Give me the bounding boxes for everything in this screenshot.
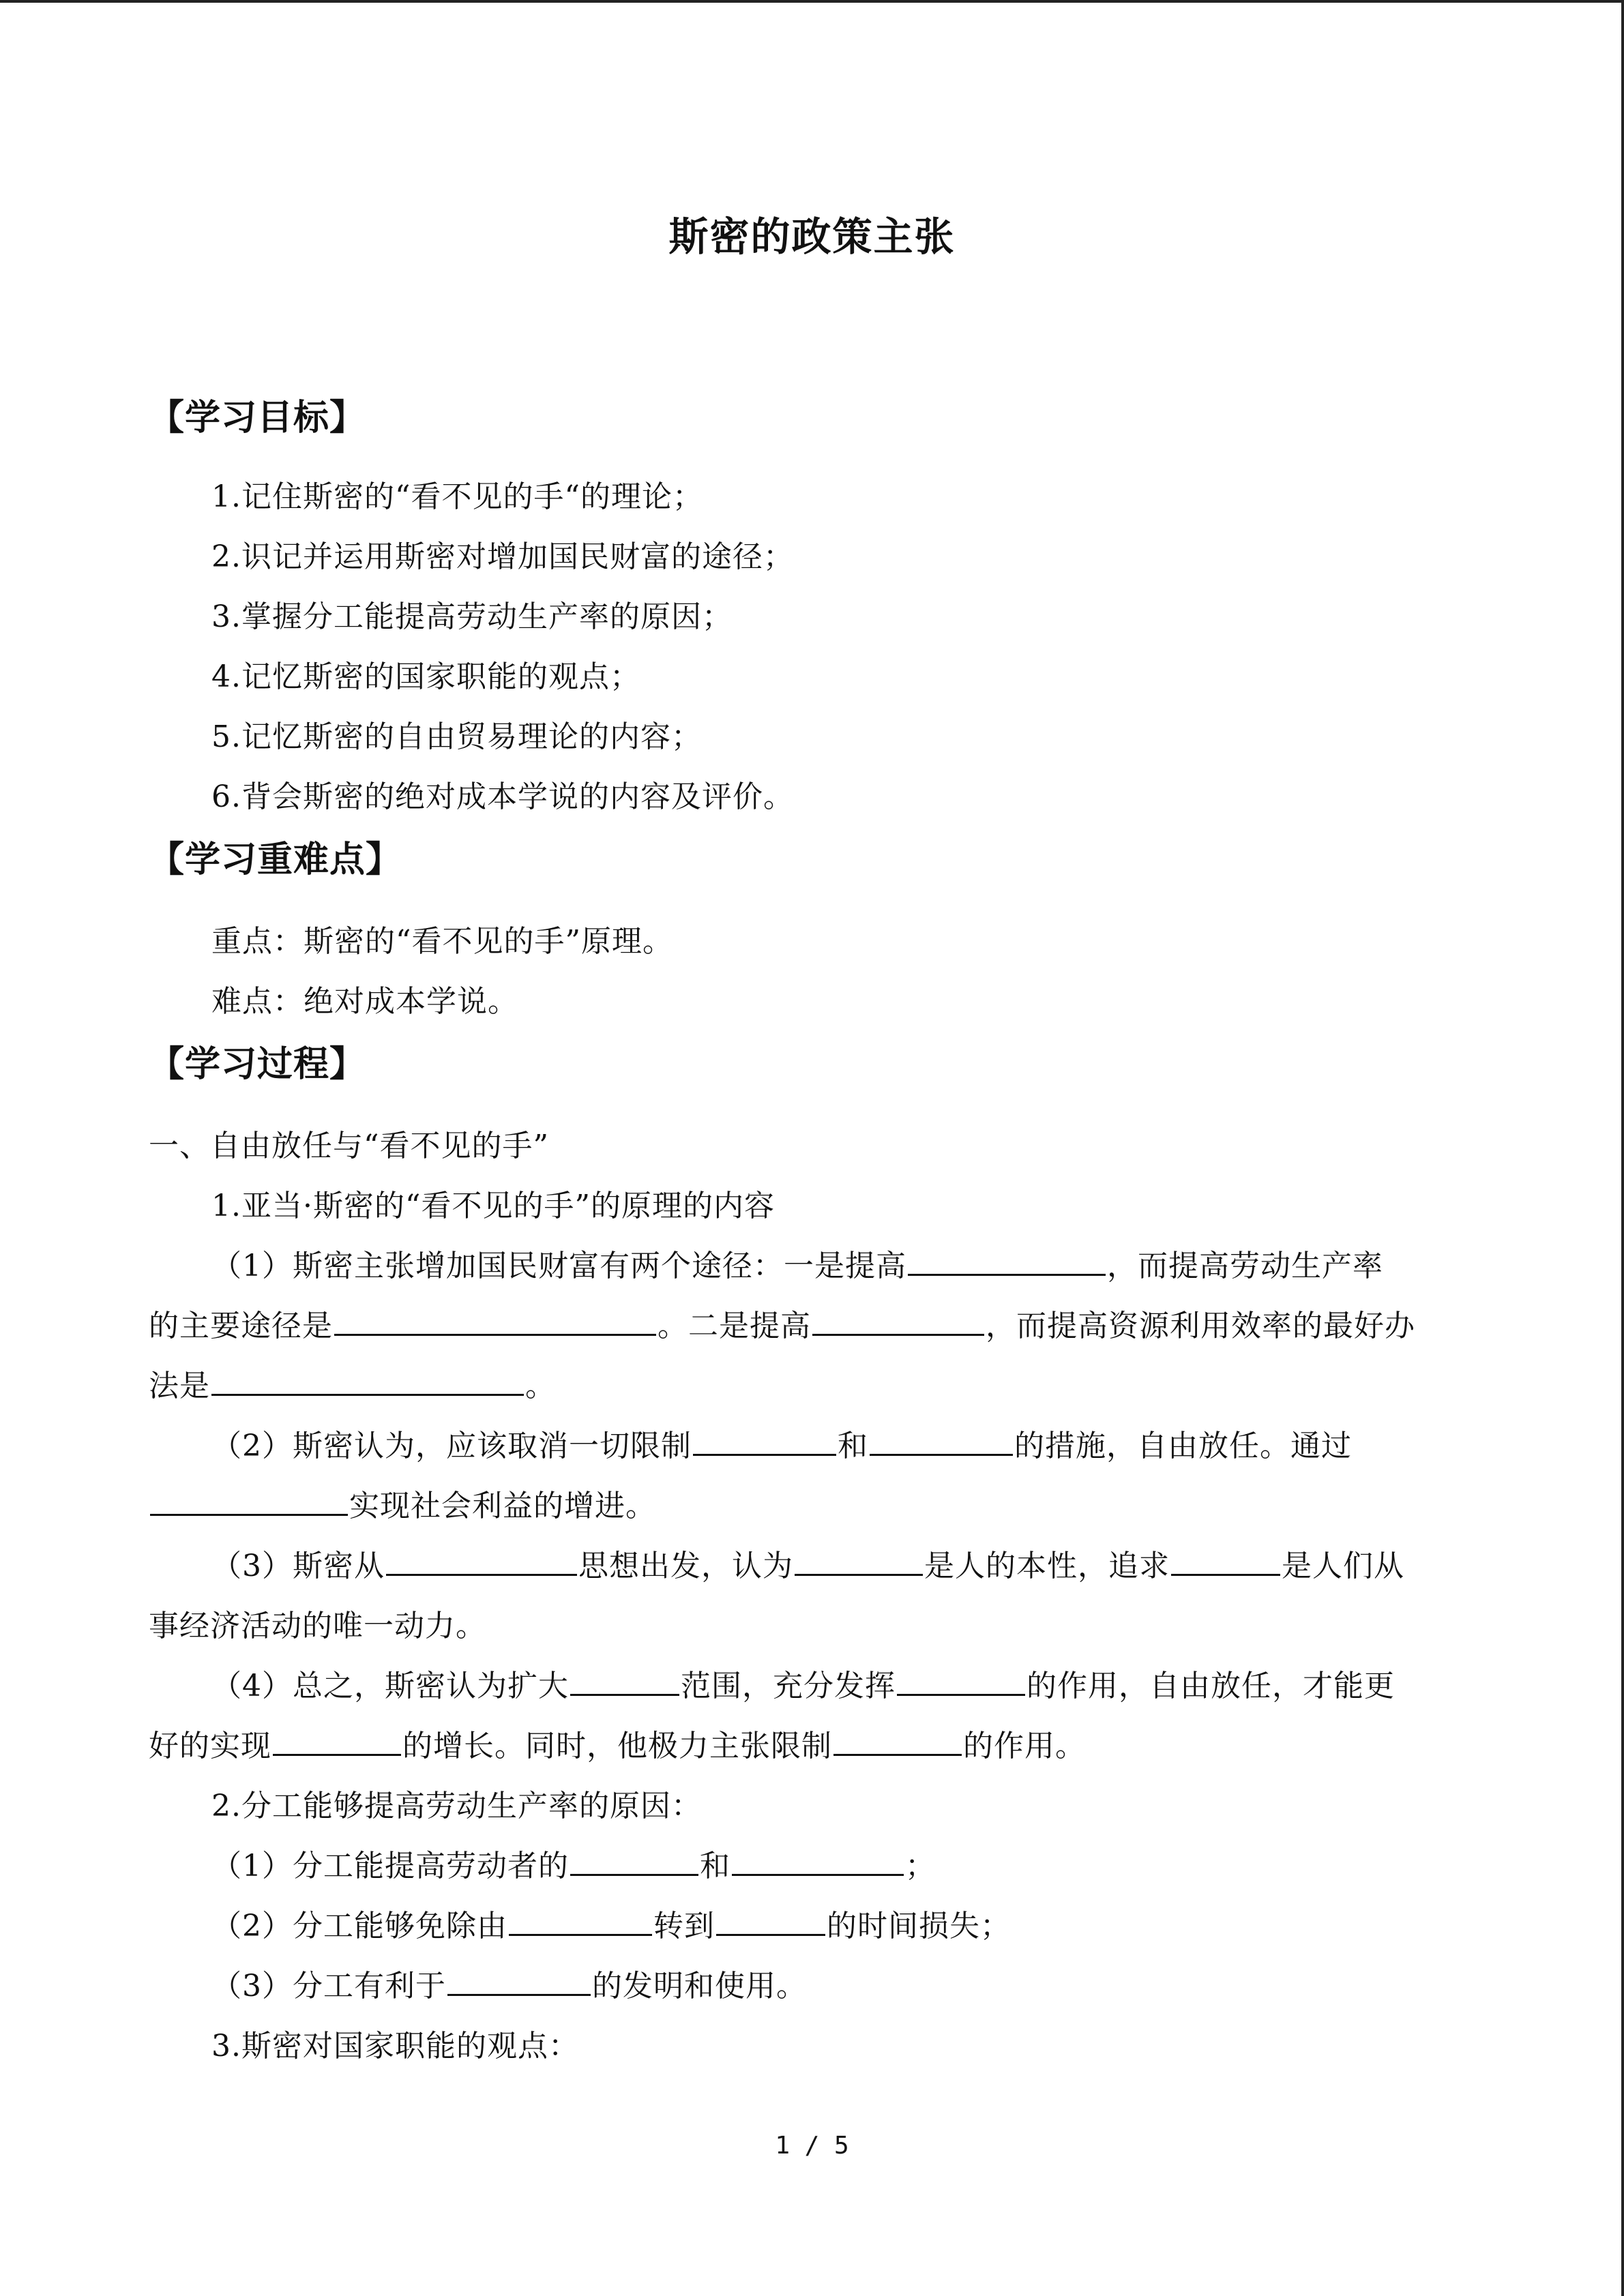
page-title: 斯密的政策主张 [668, 213, 956, 260]
text: 和 [700, 1849, 730, 1883]
goal-item: 3.掌握分工能提高劳动生产率的原因； [211, 599, 733, 634]
fill-blank[interactable] [1171, 1548, 1280, 1576]
difficulty-text: 难点：绝对成本学说。 [211, 984, 518, 1019]
text: 转到 [653, 1909, 715, 1943]
fill-blank[interactable] [570, 1848, 698, 1876]
p2-line2 [149, 1481, 656, 1525]
goal-item: 5.记忆斯密的自由贸易理论的内容； [211, 719, 702, 754]
text: 的主要途径是 [149, 1309, 333, 1343]
q3-title: 3.斯密对国家职能的观点： [211, 2029, 579, 2063]
text: （1）斯密主张增加国民财富有两个途径：一是提高 [211, 1249, 906, 1283]
fill-blank[interactable] [509, 1908, 652, 1936]
fill-blank[interactable] [570, 1668, 679, 1696]
text: 的时间损失； [827, 1909, 1011, 1943]
fill-blank[interactable] [812, 1308, 984, 1336]
focus-text: 重点：斯密的“看不见的手”原理。 [211, 924, 673, 959]
q2-item-1 [211, 1841, 936, 1885]
fill-blank[interactable] [870, 1428, 1013, 1456]
fill-blank[interactable] [908, 1248, 1106, 1276]
text: 是人们从 [1282, 1549, 1404, 1583]
p2-line1 [211, 1421, 1352, 1465]
text: （2）斯密认为，应该取消一切限制 [211, 1429, 692, 1463]
fill-blank[interactable] [211, 1368, 524, 1396]
text: ； [905, 1849, 936, 1883]
text: 的作用，自由放任，才能更 [1027, 1669, 1395, 1703]
p1-line2 [149, 1301, 1415, 1345]
q2-item-2 [211, 1901, 1011, 1945]
text: ，而提高劳动生产率 [1107, 1249, 1383, 1283]
fill-blank[interactable] [897, 1668, 1025, 1696]
page-right-border [1621, 0, 1624, 2296]
part1-title: 一、自由放任与“看不见的手” [149, 1129, 549, 1163]
text: 的发明和使用。 [592, 1969, 807, 2003]
goals-heading: 【学习目标】 [149, 398, 366, 438]
fill-blank[interactable] [386, 1548, 577, 1576]
p1-line3 [149, 1361, 556, 1405]
fill-blank[interactable] [716, 1908, 825, 1936]
fill-blank[interactable] [150, 1488, 348, 1516]
q1-title: 1.亚当·斯密的“看不见的手”的原理的内容 [211, 1189, 775, 1223]
goal-item: 2.识记并运用斯密对增加国民财富的途径； [211, 539, 794, 574]
text: 和 [838, 1429, 868, 1463]
goal-item: 4.记忆斯密的国家职能的观点； [211, 659, 640, 694]
text: （2）分工能够免除由 [211, 1909, 507, 1943]
text: ，而提高资源利用效率的最好办 [986, 1309, 1415, 1343]
p3-line1 [211, 1541, 1404, 1585]
q2-item-3 [211, 1961, 807, 2005]
text: 好的实现 [149, 1729, 271, 1763]
text: 的增长。同时，他极力主张限制 [402, 1729, 832, 1763]
text: 法是 [149, 1369, 210, 1403]
fill-blank[interactable] [833, 1728, 962, 1756]
text: （3）斯密从 [211, 1549, 385, 1583]
p4-line2 [149, 1721, 1086, 1765]
text: （4）总之，斯密认为扩大 [211, 1669, 569, 1703]
fill-blank[interactable] [732, 1848, 904, 1876]
fill-blank[interactable] [447, 1968, 591, 1996]
fill-blank[interactable] [273, 1728, 401, 1756]
text: 是人的本性，追求 [924, 1549, 1170, 1583]
text: 范围，充分发挥 [681, 1669, 896, 1703]
fill-blank[interactable] [693, 1428, 836, 1456]
text: 思想出发，认为 [578, 1549, 793, 1583]
page-number: 1 / 5 [775, 2132, 849, 2160]
fill-blank[interactable] [334, 1308, 656, 1336]
text: 的措施，自由放任。通过 [1014, 1429, 1352, 1463]
text: （3）分工有利于 [211, 1969, 446, 2003]
page-top-border [0, 0, 1624, 3]
fill-blank[interactable] [795, 1548, 923, 1576]
text: 。二是提高 [658, 1309, 811, 1343]
p4-line1 [211, 1661, 1395, 1705]
goal-item: 6.背会斯密的绝对成本学说的内容及评价。 [211, 779, 794, 814]
goal-item: 1.记住斯密的“看不见的手“的理论； [211, 479, 703, 514]
text: 的作用。 [963, 1729, 1086, 1763]
p3-line2: 事经济活动的唯一动力。 [149, 1609, 486, 1643]
p1-line1 [211, 1241, 1383, 1285]
text: 实现社会利益的增进。 [349, 1489, 656, 1523]
text: （1）分工能提高劳动者的 [211, 1849, 569, 1883]
text: 。 [525, 1369, 556, 1403]
process-heading: 【学习过程】 [149, 1044, 366, 1085]
q2-title: 2.分工能够提高劳动生产率的原因： [211, 1789, 702, 1823]
key-points-heading: 【学习重难点】 [149, 839, 402, 880]
